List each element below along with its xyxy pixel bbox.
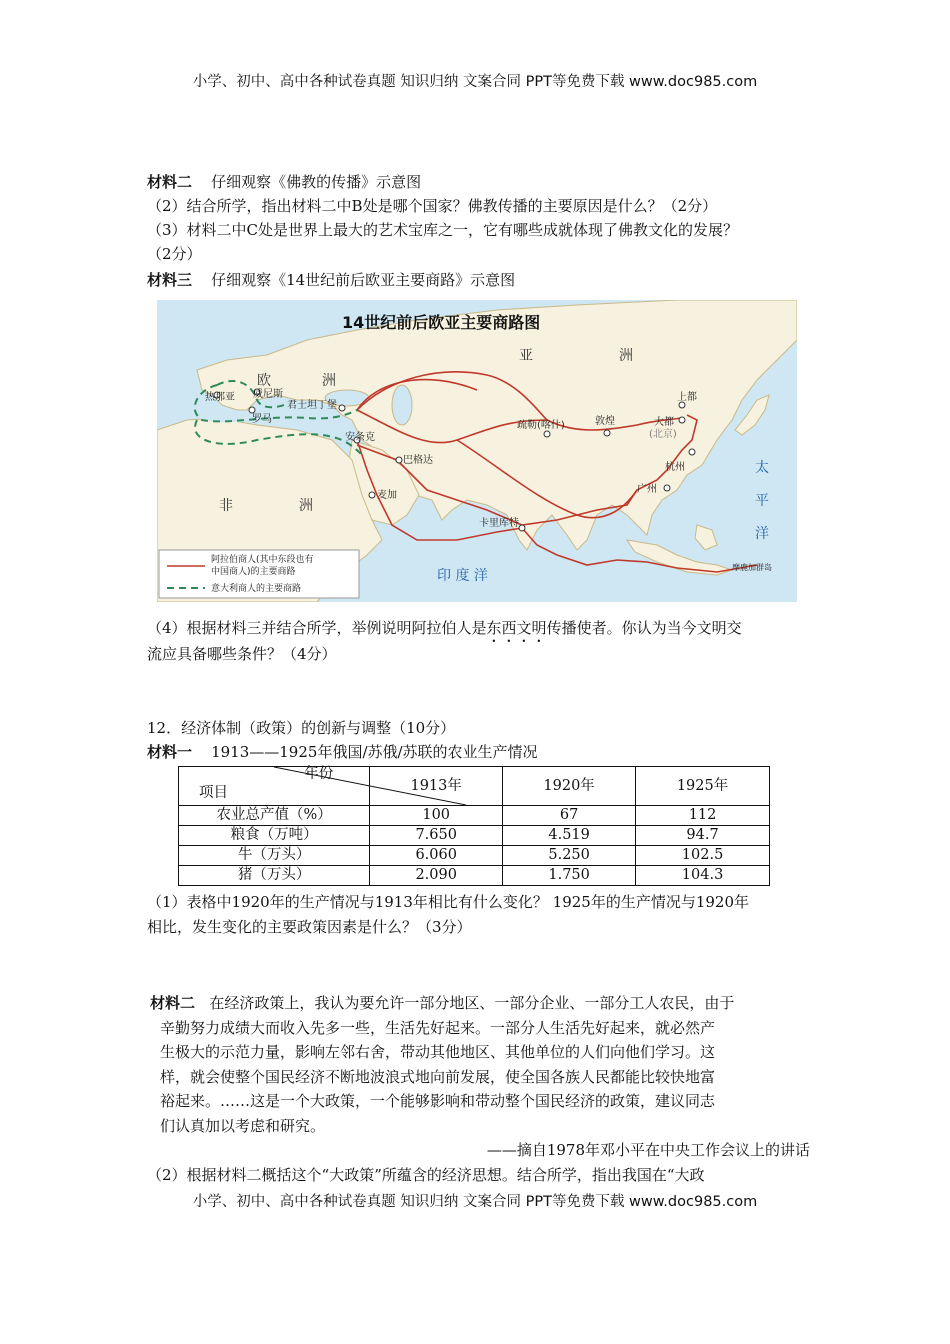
label-hangzhou: 杭州 — [665, 462, 685, 473]
label-kashgar: 疏勒(喀什) — [517, 420, 565, 431]
label-europe: 欧 — [257, 373, 271, 389]
material-2-passage — [150, 991, 810, 1163]
emphasized-text: 东西文明 — [486, 619, 547, 637]
table-header-row — [179, 767, 770, 806]
map-title: 14世纪前后欧亚主要商路图 — [342, 313, 541, 332]
material-caption: 1913——1925年俄国/苏俄/苏联的农业生产情况 — [211, 743, 538, 761]
passage-line: 们认真加以考虑和研究。 — [160, 1116, 326, 1135]
material-caption: 仔细观察《14世纪前后欧亚主要商路》示意图 — [211, 271, 516, 289]
question-11-3: （3）材料二中C处是世界上最大的艺术宝库之一，它有哪些成就体现了佛教文化的发展？ — [147, 221, 739, 239]
table-cell: 102.5 — [636, 846, 770, 866]
label-moluccas: 摩鹿加群岛 — [732, 563, 772, 572]
city-marker-mecca — [369, 492, 375, 498]
label-guangzhou: 广州 — [637, 484, 657, 495]
label-europe-2: 洲 — [322, 373, 336, 389]
material-label: 材料三 — [147, 271, 193, 289]
label-pacific-1: 太 — [755, 460, 769, 476]
passage-line: 辛勤努力成绩大而收入先多一些，生活先好起来。一部分人生活先好起来，就必然产 — [160, 1018, 716, 1037]
question-11-2: （2）结合所学，指出材料二中B处是哪个国家？佛教传播的主要原因是什么？（2分） — [147, 197, 718, 215]
city-marker-hangzhou — [689, 449, 695, 455]
passage-source: ——摘自1978年邓小平在中央工作会议上的讲话 — [486, 1141, 810, 1159]
label-africa-2: 洲 — [299, 498, 313, 514]
table-item-cell: 猪（万头） — [179, 866, 370, 886]
label-shangdu: 上都 — [677, 392, 697, 403]
city-marker-guangzhou — [664, 485, 670, 491]
city-marker-calicut — [519, 525, 525, 531]
passage-line: 生极大的示范力量，影响左邻右舍，带动其他地区、其他单位的人们向他们学习。这 — [160, 1043, 716, 1061]
city-marker-dunhuang — [604, 430, 610, 436]
page-footer: 小学、初中、高中各种试卷真题 知识归纳 文案合同 PPT等免费下载 www.doc985.com — [192, 1194, 758, 1210]
label-pacific-3: 洋 — [755, 526, 769, 542]
material-3-heading — [147, 269, 515, 291]
label-dunhuang: 敦煌 — [595, 416, 615, 427]
passage-text: 在经济政策上，我认为要允许一部分地区、一部分企业、一部分工人农民，由于 — [209, 994, 735, 1012]
table-header-cell: 1913年 — [370, 767, 503, 806]
label-dadu: 大都 — [654, 417, 674, 428]
question-12-title: 12．经济体制（政策）的创新与调整（10分） — [147, 719, 456, 737]
passage-line-1 — [150, 991, 810, 1016]
table-row — [179, 866, 770, 886]
legend-italian-label: 意大利商人的主要商路 — [211, 584, 302, 594]
label-asia: 亚 — [519, 348, 533, 364]
material-caption: 仔细观察《佛教的传播》示意图 — [211, 173, 422, 191]
city-marker-kashgar — [544, 431, 550, 437]
table-cell: 104.3 — [636, 866, 770, 886]
question-12-2: （2）根据材料二概括这个“大政策”所蕴含的经济思想。结合所学，指出我国在“大政 — [147, 1166, 705, 1184]
map-legend — [159, 550, 359, 598]
city-marker-constantinople — [339, 405, 345, 411]
city-marker-rome — [249, 407, 255, 413]
passage-line: 裕起来。……这是一个大政策，一个能够影响和带动整个国民经济的政策，建议同志 — [160, 1092, 716, 1110]
material-label: 材料一 — [147, 743, 193, 761]
table-cell: 94.7 — [636, 826, 770, 846]
table-item-cell: 农业总产值（%） — [179, 806, 370, 826]
city-marker-dadu — [679, 417, 685, 423]
label-venice: 威尼斯 — [253, 389, 283, 400]
table-row — [179, 826, 770, 846]
map-caspian-sea — [392, 385, 412, 425]
label-asia-2: 洲 — [619, 348, 633, 364]
label-calicut: 卡里库特 — [479, 518, 519, 529]
question-12-1: （1）表格中1920年的生产情况与1913年相比有什么变化？ 1925年的生产情况与1920年 — [147, 893, 750, 911]
question-text: 传播使者。你认为当今文明交 — [546, 619, 742, 637]
legend-arab-label-2: 中国商人)的主要商路 — [211, 567, 296, 577]
table-cell: 2.090 — [370, 866, 503, 886]
corner-labels — [179, 767, 369, 805]
table-item-cell: 粮食（万吨） — [179, 826, 370, 846]
question-12-1-cont: 相比，发生变化的主要政策因素是什么？（3分） — [147, 918, 472, 936]
table-row — [179, 846, 770, 866]
label-constantinople: 君士坦丁堡 — [287, 400, 337, 411]
passage-line: 样，就会使整个国民经济不断地波浪式地向前发展，使全国各族人民都能比较快地富 — [160, 1067, 716, 1086]
corner-item-label: 项目 — [199, 785, 228, 801]
label-mecca: 麦加 — [377, 490, 397, 501]
material-1-heading — [147, 741, 538, 763]
table-row — [179, 806, 770, 826]
table-header-cell: 1920年 — [503, 767, 636, 806]
table-cell: 112 — [636, 806, 770, 826]
trade-route-map — [157, 300, 797, 602]
table-header-cell: 1925年 — [636, 767, 770, 806]
table-item-cell: 牛（万头） — [179, 846, 370, 866]
label-beijing: (北京) — [649, 429, 677, 440]
legend-arab-label-1: 阿拉伯商人(其中东段也有 — [211, 555, 314, 565]
label-indian-ocean: 印 度 洋 — [437, 568, 488, 584]
table-cell: 1.750 — [503, 866, 636, 886]
table-cell: 100 — [370, 806, 503, 826]
label-africa: 非 — [219, 498, 233, 514]
table-cell: 4.519 — [503, 826, 636, 846]
label-pacific-2: 平 — [755, 493, 769, 509]
city-marker-baghdad — [396, 457, 402, 463]
material-2-heading — [147, 171, 421, 193]
material-label: 材料二 — [150, 994, 196, 1012]
table-cell: 7.650 — [370, 826, 503, 846]
question-11-3-points: （2分） — [147, 245, 202, 263]
question-11-4-cont: 流应具备哪些条件？（4分） — [147, 645, 337, 663]
page-header: 小学、初中、高中各种试卷真题 知识归纳 文案合同 PPT等免费下载 www.doc985.com — [192, 74, 758, 90]
label-genoa: 热那亚 — [205, 392, 235, 403]
table-cell: 67 — [503, 806, 636, 826]
table-corner-cell — [179, 767, 370, 806]
material-label: 材料二 — [147, 173, 193, 191]
question-11-4 — [147, 617, 742, 646]
question-text: （4）根据材料三并结合所学，举例说明阿拉伯人是 — [147, 619, 487, 637]
label-antioch: 安条克 — [345, 432, 375, 443]
table-cell: 5.250 — [503, 846, 636, 866]
label-baghdad: 巴格达 — [403, 455, 433, 466]
table-cell: 6.060 — [370, 846, 503, 866]
corner-year-label: 年份 — [304, 766, 334, 782]
agriculture-table — [178, 766, 770, 886]
label-rome: 罗马 — [252, 414, 272, 425]
